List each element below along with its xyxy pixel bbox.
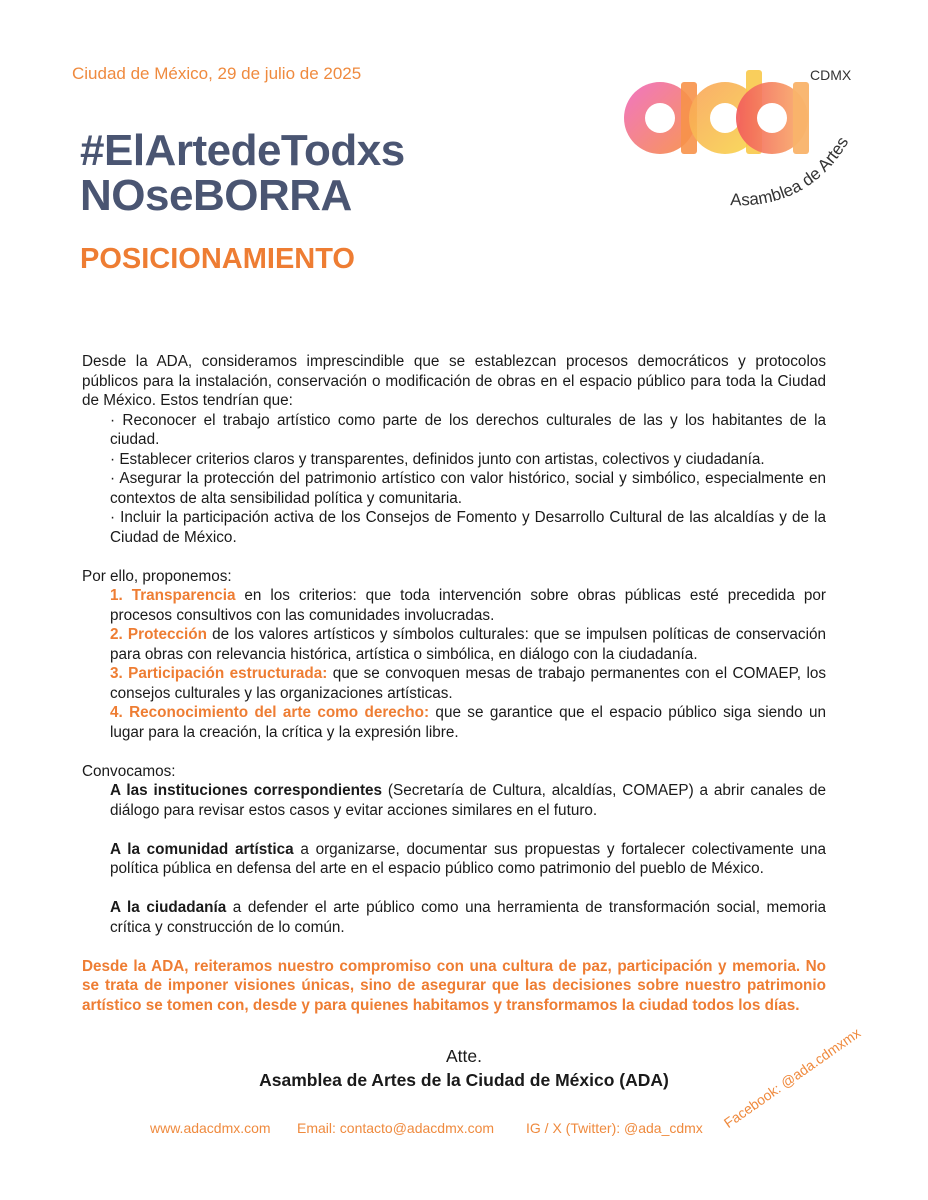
proposal-text: en los criterios: que toda intervención sobre obras públicas esté precedida por procesos consultivos con las comunidades involucradas. [110,587,826,624]
footer-email-link[interactable]: Email: contacto@adacdmx.com [297,1120,495,1136]
proposal-text: de los valores artísticos y símbolos culturales: que se impulsen políticas de conservación para obras con relevancia histórica, artística o simbólica, en diálogo con la ciudadanía. [110,626,826,663]
logo-region: CDMX [810,67,852,83]
call-text: a defender el arte público como una herramienta de transformación social, memoria crítica y construcción de lo común. [110,899,826,936]
ada-logo [600,60,880,230]
document-body [82,352,826,1015]
signature-atte: Atte. [446,1046,482,1066]
document-title: POSICIONAMIENTO [80,243,355,275]
call-text: a organizarse, documentar sus propuestas y fortalecer colectivamente una política pública en defensa del arte en el espacio público como patrimonio del pueblo de México. [110,840,826,877]
footer-social-link[interactable]: IG / X (Twitter): @ada_cdmx [526,1120,703,1136]
footer-website-link[interactable]: www.adacdmx.com [150,1120,271,1136]
closing-statement: Desde la ADA, reiteramos nuestro compromiso con una cultura de paz, participación y memoria. No se trata de imponer visiones únicas, sino de asegurar que las decisiones sobre nuestro patrimonio artístico se tomen con, desde y para quienes habitamos y transformamos la ciudad todos los días. [82,957,826,1014]
call-text: (Secretaría de Cultura, alcaldías, COMAEP) a abrir canales de diálogo para revisar estos casos y evitar acciones similares en el futuro. [110,782,826,819]
hashtag-line-1: #ElArtedeTodxs [80,126,405,175]
intro-paragraph: Desde la ADA, consideramos imprescindible que se establezcan procesos democráticos y protocolos públicos para la instalación, conservación o modificación de obras en el espacio público para toda la Ciudad de México. Estos tendrían que: [82,353,826,409]
footer-facebook-link[interactable]: Facebook: @ada.cdmxmx [720,1024,864,1131]
proposal-item [82,586,826,625]
proposal-item [82,703,826,742]
call-intro: Convocamos: [82,762,176,780]
proposal-text: que se convoquen mesas de trabajo permanentes con el COMAEP, los consejos culturales y las organizaciones artísticas. [110,665,826,702]
call-item [82,840,826,879]
intro-bullet: · Incluir la participación activa de los Consejos de Fomento y Desarrollo Cultural de las alcaldías y de la Ciudad de México. [110,509,826,546]
call-target: A las instituciones correspondientes [110,782,383,799]
logo-tagline: Asamblea de Artes [730,133,853,210]
logo-letter-a-1 [624,82,697,154]
call-target: A la comunidad artística [110,840,294,858]
call-item [82,898,826,937]
signature-name: Asamblea de Artes de la Ciudad de México (ADA) [259,1070,669,1090]
proposal-label: 4. Reconocimiento del arte como derecho: [110,704,430,721]
logo-letter-a-2 [736,82,809,154]
hashtag-line-2: NOseBORRA [80,171,352,220]
document-date: Ciudad de México, 29 de julio de 2025 [72,64,362,83]
call-item [82,781,826,820]
intro-bullet: · Establecer criterios claros y transparentes, definidos junto con artistas, colectivos y ciudadanía. [110,450,765,468]
proposal-label: 3. Participación estructurada: [110,665,328,682]
campaign-hashtag [80,128,405,218]
proposal-text: que se garantice que el espacio público siga siendo un lugar para la creación, la crítica y la expresión libre. [110,704,826,741]
proposal-label: 1. Transparencia [110,587,236,604]
proposals-intro: Por ello, proponemos: [82,567,232,585]
proposal-item [82,625,826,664]
proposal-label: 2. Protección [110,626,207,643]
intro-bullet: · Reconocer el trabajo artístico como parte de los derechos culturales de las y los habitantes de la ciudad. [110,411,826,448]
intro-bullet: · Asegurar la protección del patrimonio artístico con valor histórico, social y simbólico, especialmente en contextos de alta sensibilidad política y comunitaria. [110,470,826,507]
call-target: A la ciudadanía [110,899,227,916]
proposal-item [82,664,826,703]
